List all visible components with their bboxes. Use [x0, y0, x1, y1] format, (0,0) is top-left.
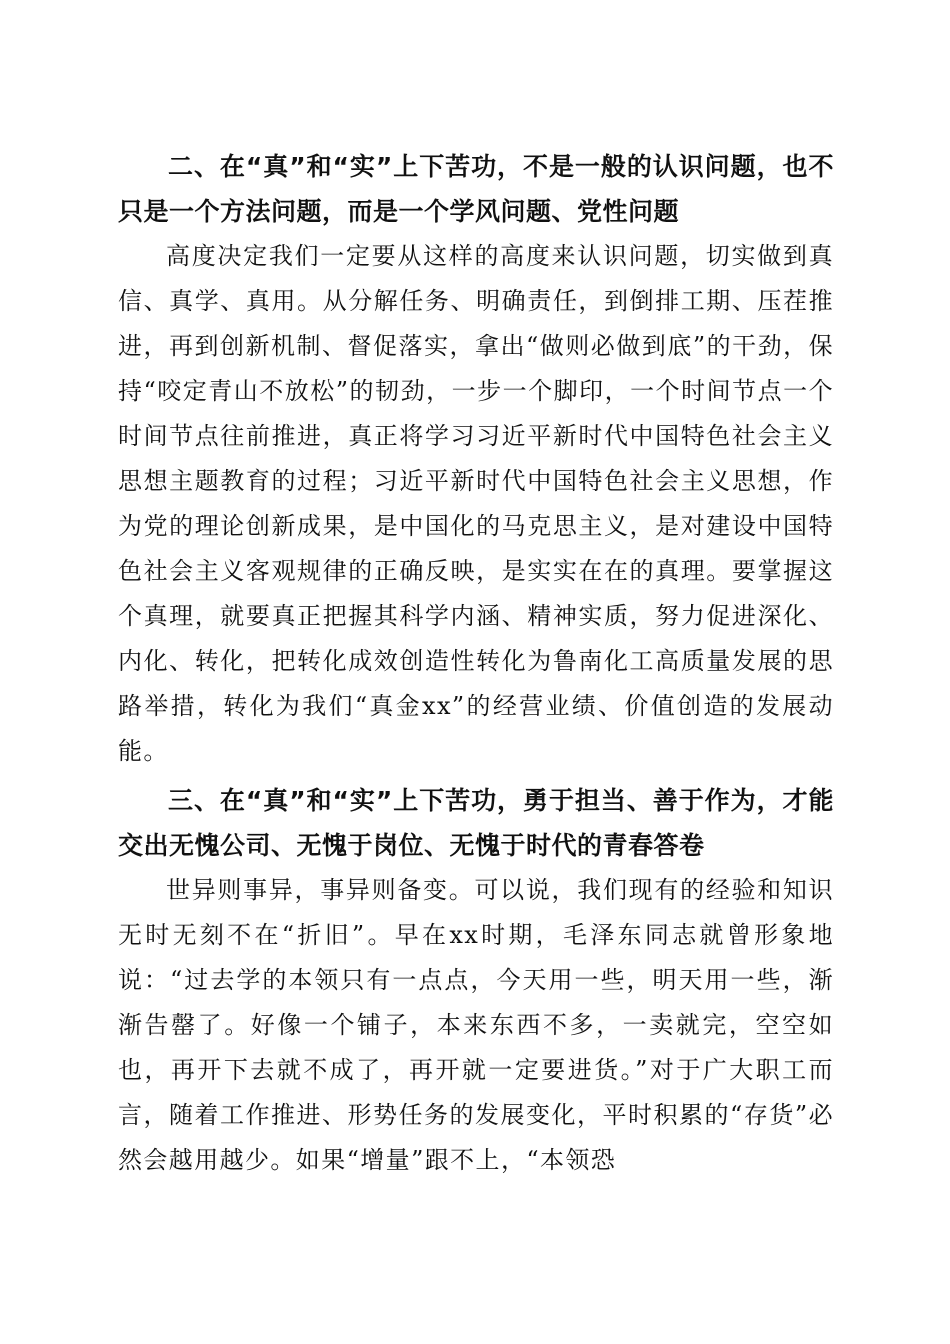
section-3-heading: 三、在“真”和“实”上下苦功，勇于担当、善于作为，才能交出无愧公司、无愧于岗位、无愧于时代的青春答卷 [118, 786, 834, 860]
document-body [118, 144, 834, 1183]
section-2-heading: 二、在“真”和“实”上下苦功，不是一般的认识问题，也不只是一个方法问题，而是一个学风问题、党性问题 [118, 152, 834, 226]
section-3-paragraph: 世异则事异，事异则备变。可以说，我们现有的经验和知识无时无刻不在“折旧”。早在xx时期，毛泽东同志就曾形象地说：“过去学的本领只有一点点，今天用一些，明天用一些，渐渐告罄了。好像一个铺子，本来东西不多，一卖就完，空空如也，再开下去就不成了，再开就一定要进货。”对于广大职工而言，随着工作推进、形势任务的发展变化，平时积累的“存货”必然会越用越少。如果“增量”跟不上，“本领恐 [118, 876, 834, 1174]
section-2-paragraph: 高度决定我们一定要从这样的高度来认识问题，切实做到真信、真学、真用。从分解任务、明确责任，到倒排工期、压茬推进，再到创新机制、督促落实，拿出“做则必做到底”的干劲，保持“咬定青山不放松”的韧劲，一步一个脚印，一个时间节点一个时间节点往前推进，真正将学习习近平新时代中国特色社会主义思想主题教育的过程；习近平新时代中国特色社会主义思想，作为党的理论创新成果，是中国化的马克思主义，是对建设中国特色社会主义客观规律的正确反映，是实实在在的真理。要掌握这个真理，就要真正把握其科学内涵、精神实质，努力促进深化、内化、转化，把转化成效创造性转化为鲁南化工高质量发展的思路举措，转化为我们“真金xx”的经营业绩、价值创造的发展动能。 [118, 242, 834, 765]
